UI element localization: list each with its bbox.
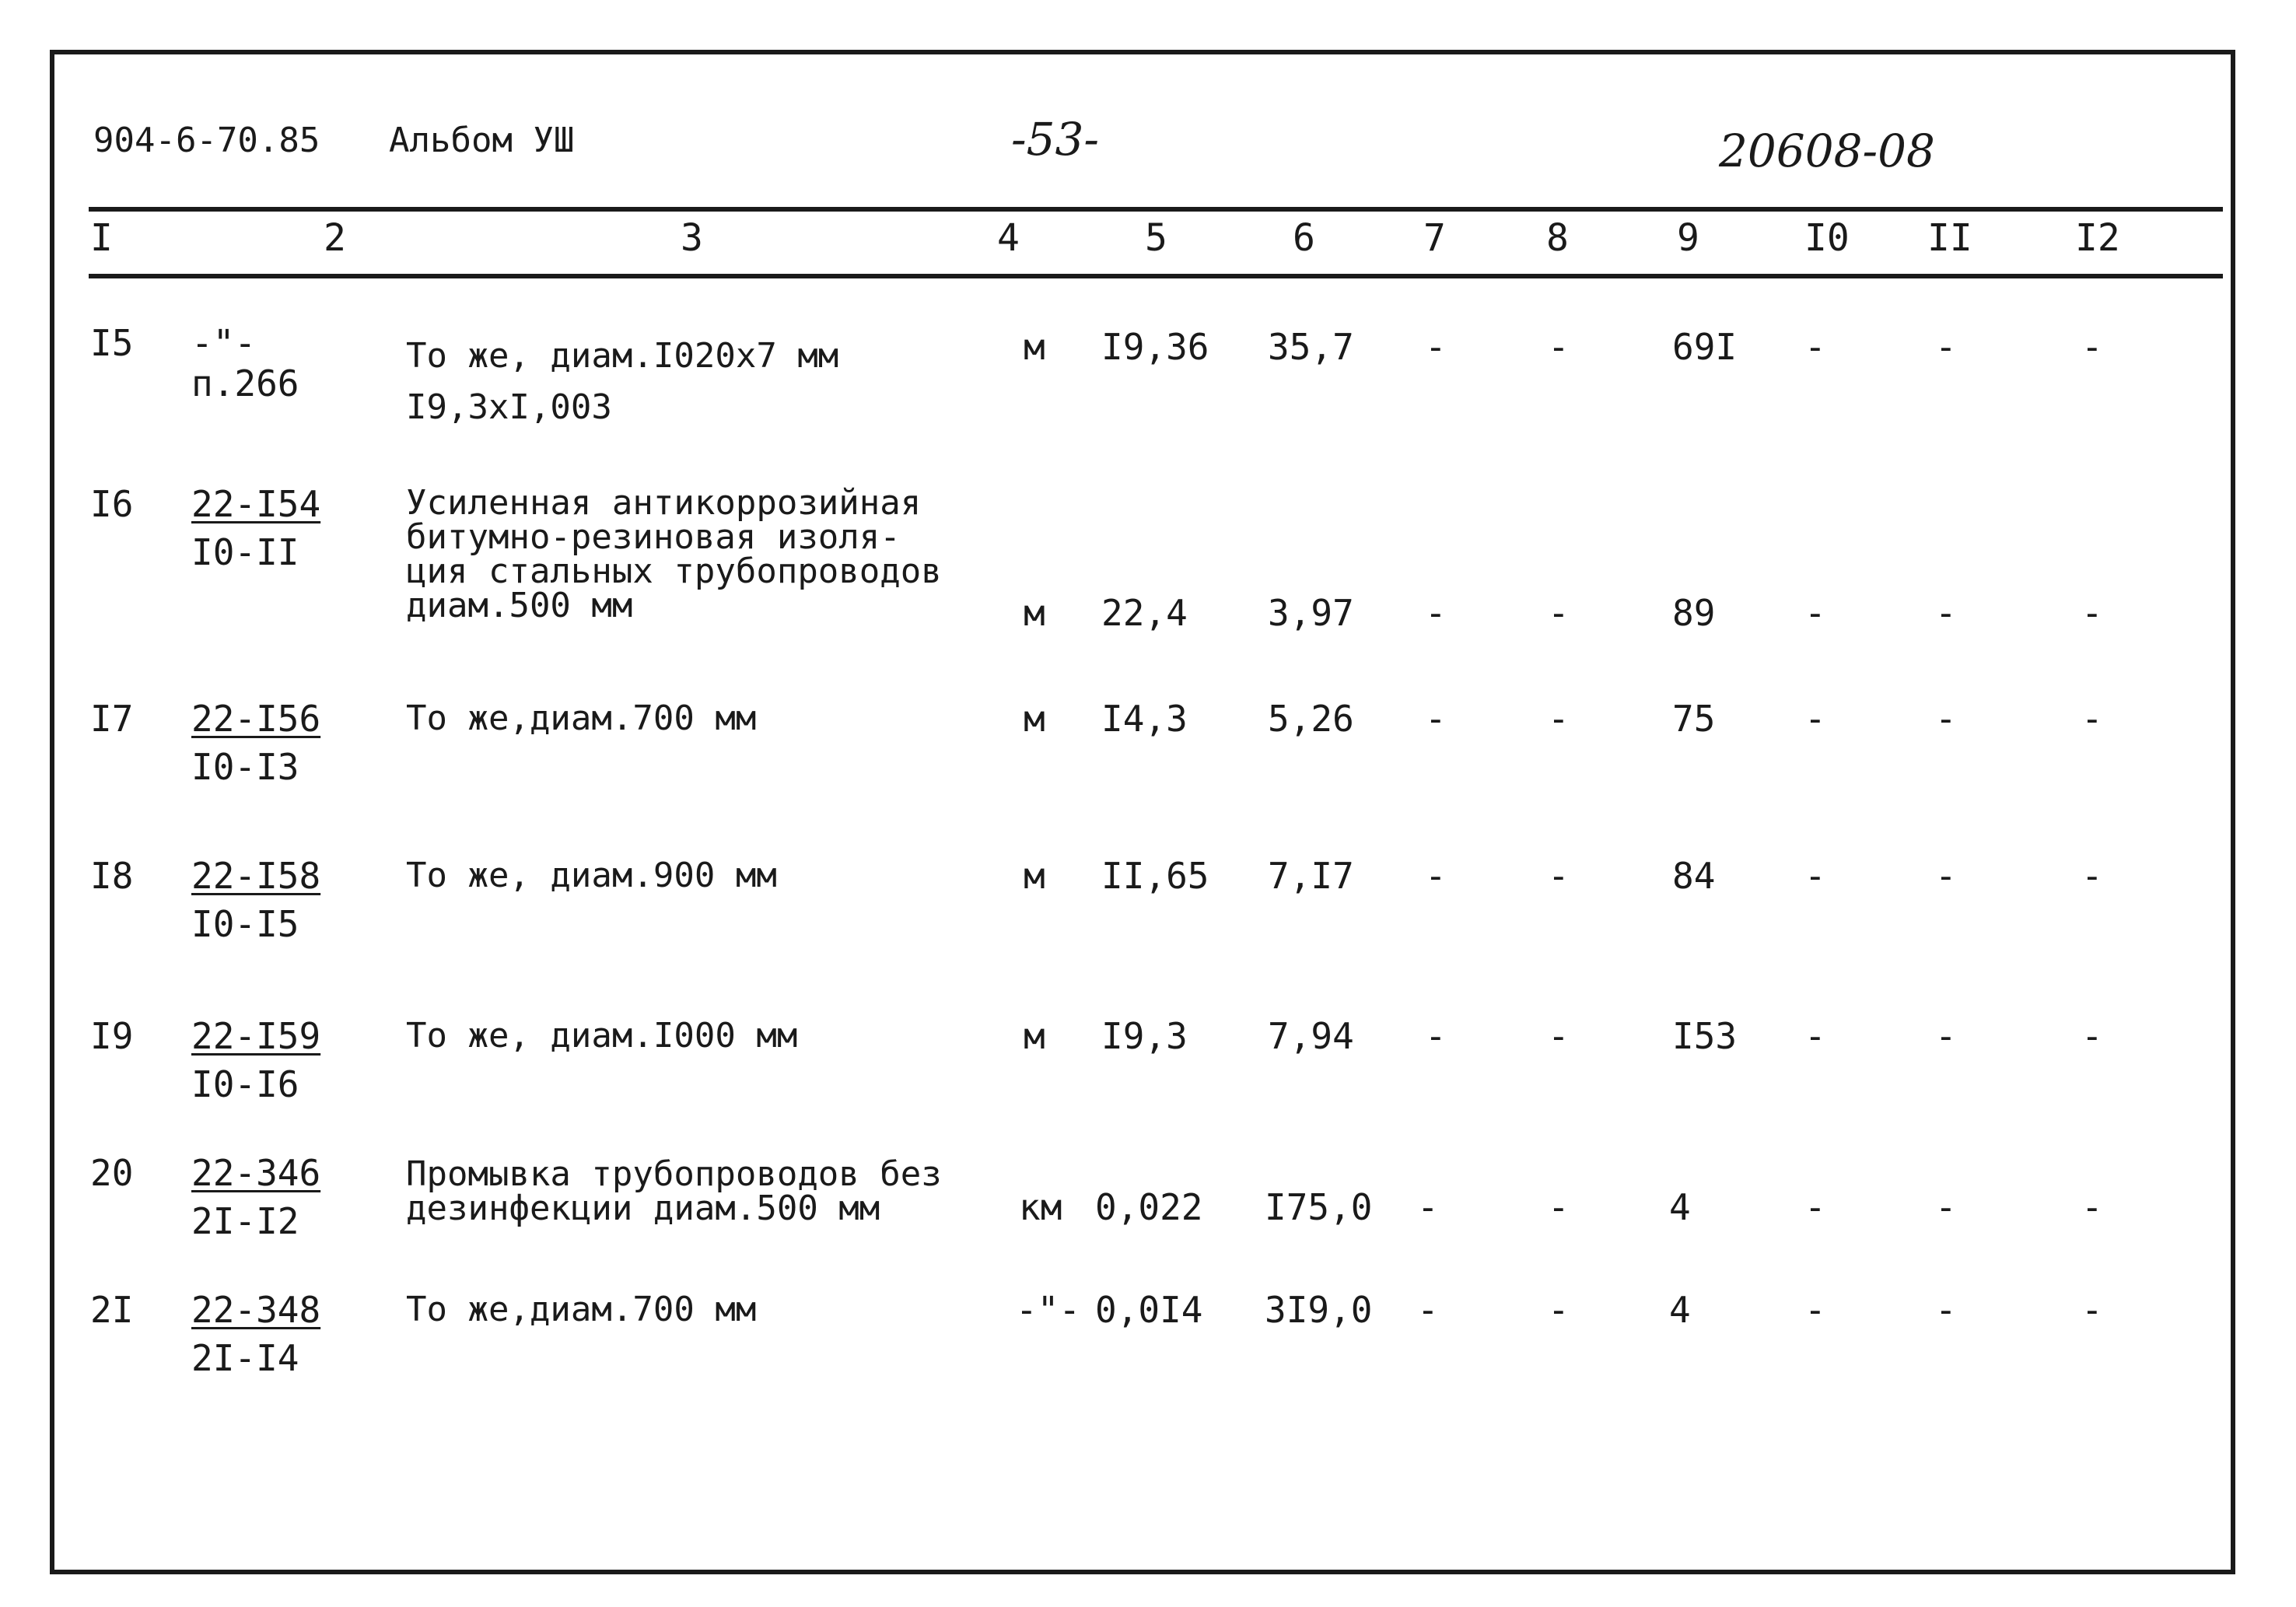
norm-reference <box>191 484 320 572</box>
value-col-12: - <box>2081 592 2103 634</box>
quantity: II,65 <box>1101 855 1209 897</box>
quantity: I4,3 <box>1101 698 1188 740</box>
norm-reference <box>191 1290 320 1378</box>
column-header: 5 <box>1145 216 1167 260</box>
value-col-7: - <box>1425 698 1447 740</box>
value-col-6: 5,26 <box>1268 698 1354 740</box>
value-col-6: 35,7 <box>1268 326 1354 368</box>
value-col-7: - <box>1425 1015 1447 1057</box>
value-col-8: - <box>1548 1289 1570 1331</box>
quantity: 22,4 <box>1101 592 1188 634</box>
value-col-6: 3,97 <box>1268 592 1354 634</box>
norm-reference-top: -"- <box>191 322 257 364</box>
value-col-9: 4 <box>1669 1289 1691 1331</box>
quantity: 0,022 <box>1095 1186 1203 1228</box>
value-col-8: - <box>1548 1015 1570 1057</box>
column-header: 3 <box>681 216 703 260</box>
value-col-8: - <box>1548 855 1570 897</box>
unit: м <box>1024 1015 1045 1057</box>
work-description: То же, диам.900 мм <box>406 856 777 895</box>
norm-reference-bottom: I0-II <box>191 531 299 573</box>
value-col-10: - <box>1804 855 1826 897</box>
unit: км <box>1019 1186 1062 1228</box>
page-number: -53- <box>1011 113 1099 166</box>
value-col-12: - <box>2081 1186 2103 1228</box>
column-header: I0 <box>1804 216 1850 260</box>
norm-reference <box>191 1153 320 1241</box>
value-col-10: - <box>1804 1289 1826 1331</box>
value-col-8: - <box>1548 698 1570 740</box>
norm-reference-bottom: 2I-I4 <box>191 1337 299 1379</box>
value-col-10: - <box>1804 1186 1826 1228</box>
value-col-6: 3I9,0 <box>1265 1289 1373 1331</box>
column-header: 2 <box>324 216 346 260</box>
quantity: 0,0I4 <box>1095 1289 1203 1331</box>
norm-reference-top: 22-346 <box>191 1152 321 1194</box>
value-col-9: 89 <box>1672 592 1716 634</box>
value-col-11: - <box>1935 1289 1957 1331</box>
row-number: 20 <box>90 1152 134 1194</box>
value-col-6: I75,0 <box>1265 1186 1373 1228</box>
norm-reference-bottom: I0-I6 <box>191 1063 299 1105</box>
unit: м <box>1024 592 1045 634</box>
unit: м <box>1024 698 1045 740</box>
norm-reference <box>191 856 320 944</box>
work-description: То же, диам.I020х7 мм I9,3хI,003 <box>406 336 839 427</box>
norm-reference-top: 22-I54 <box>191 483 321 525</box>
album-label: Альбом УШ <box>389 121 575 160</box>
row-number: I9 <box>90 1015 134 1057</box>
norm-reference-bottom: 2I-I2 <box>191 1200 299 1242</box>
value-col-9: I53 <box>1672 1015 1738 1057</box>
value-col-7: - <box>1417 1289 1439 1331</box>
value-col-12: - <box>2081 326 2103 368</box>
quantity: I9,3 <box>1101 1015 1188 1057</box>
value-col-10: - <box>1804 698 1826 740</box>
value-col-10: - <box>1804 1015 1826 1057</box>
value-col-10: - <box>1804 326 1826 368</box>
value-col-9: 84 <box>1672 855 1716 897</box>
value-col-7: - <box>1417 1186 1439 1228</box>
row-number: I8 <box>90 855 134 897</box>
norm-reference <box>191 1016 320 1105</box>
row-number: 2I <box>90 1289 134 1331</box>
value-col-12: - <box>2081 855 2103 897</box>
norm-reference <box>191 698 320 787</box>
column-header: 4 <box>997 216 1020 260</box>
norm-reference <box>191 323 299 404</box>
value-col-6: 7,I7 <box>1268 855 1354 897</box>
value-col-8: - <box>1548 326 1570 368</box>
value-col-6: 7,94 <box>1268 1015 1354 1057</box>
row-number: I7 <box>90 698 134 740</box>
norm-reference-bottom: I0-I5 <box>191 903 299 945</box>
unit: м <box>1024 855 1045 897</box>
document-code: 20608-08 <box>1719 124 1935 177</box>
value-col-10: - <box>1804 592 1826 634</box>
quantity: I9,36 <box>1101 326 1209 368</box>
value-col-11: - <box>1935 698 1957 740</box>
work-description: То же,диам.700 мм <box>406 698 757 738</box>
value-col-7: - <box>1425 855 1447 897</box>
norm-reference-top: 22-I58 <box>191 855 321 897</box>
column-header: I2 <box>2075 216 2120 260</box>
value-col-11: - <box>1935 855 1957 897</box>
value-col-9: 69I <box>1672 326 1738 368</box>
norm-reference-top: 22-348 <box>191 1289 321 1331</box>
value-col-11: - <box>1935 592 1957 634</box>
document-number: 904-6-70.85 <box>93 121 320 160</box>
unit: м <box>1024 326 1045 368</box>
column-header: 6 <box>1293 216 1315 260</box>
work-description: Усиленная антикоррозийная битумно-резиновая изоля- ция стальных трубопроводов диам.500 мм <box>406 483 942 625</box>
value-col-11: - <box>1935 1015 1957 1057</box>
column-header: 8 <box>1546 216 1569 260</box>
value-col-7: - <box>1425 326 1447 368</box>
norm-reference-top: 22-I56 <box>191 698 321 740</box>
work-description: То же, диам.I000 мм <box>406 1016 798 1056</box>
value-col-11: - <box>1935 326 1957 368</box>
value-col-12: - <box>2081 1289 2103 1331</box>
value-col-9: 4 <box>1669 1186 1691 1228</box>
value-col-12: - <box>2081 1015 2103 1057</box>
column-header: 9 <box>1677 216 1699 260</box>
norm-reference-bottom: I0-I3 <box>191 746 299 788</box>
norm-reference-top: 22-I59 <box>191 1015 321 1057</box>
work-description: Промывка трубопроводов без дезинфекции диам.500 мм <box>406 1154 942 1228</box>
document-sheet <box>50 50 2235 1574</box>
work-description: То же,диам.700 мм <box>406 1290 757 1329</box>
value-col-8: - <box>1548 592 1570 634</box>
value-col-8: - <box>1548 1186 1570 1228</box>
row-number: I5 <box>90 322 134 364</box>
column-header: I <box>90 216 113 260</box>
value-col-9: 75 <box>1672 698 1716 740</box>
unit: -"- <box>1016 1289 1081 1331</box>
header-rule-bottom <box>89 274 2223 278</box>
column-header: 7 <box>1423 216 1446 260</box>
norm-reference-bottom: п.266 <box>191 362 299 404</box>
column-header: II <box>1927 216 1972 260</box>
value-col-12: - <box>2081 698 2103 740</box>
value-col-11: - <box>1935 1186 1957 1228</box>
value-col-7: - <box>1425 592 1447 634</box>
row-number: I6 <box>90 483 134 525</box>
header-rule-top <box>89 207 2223 212</box>
